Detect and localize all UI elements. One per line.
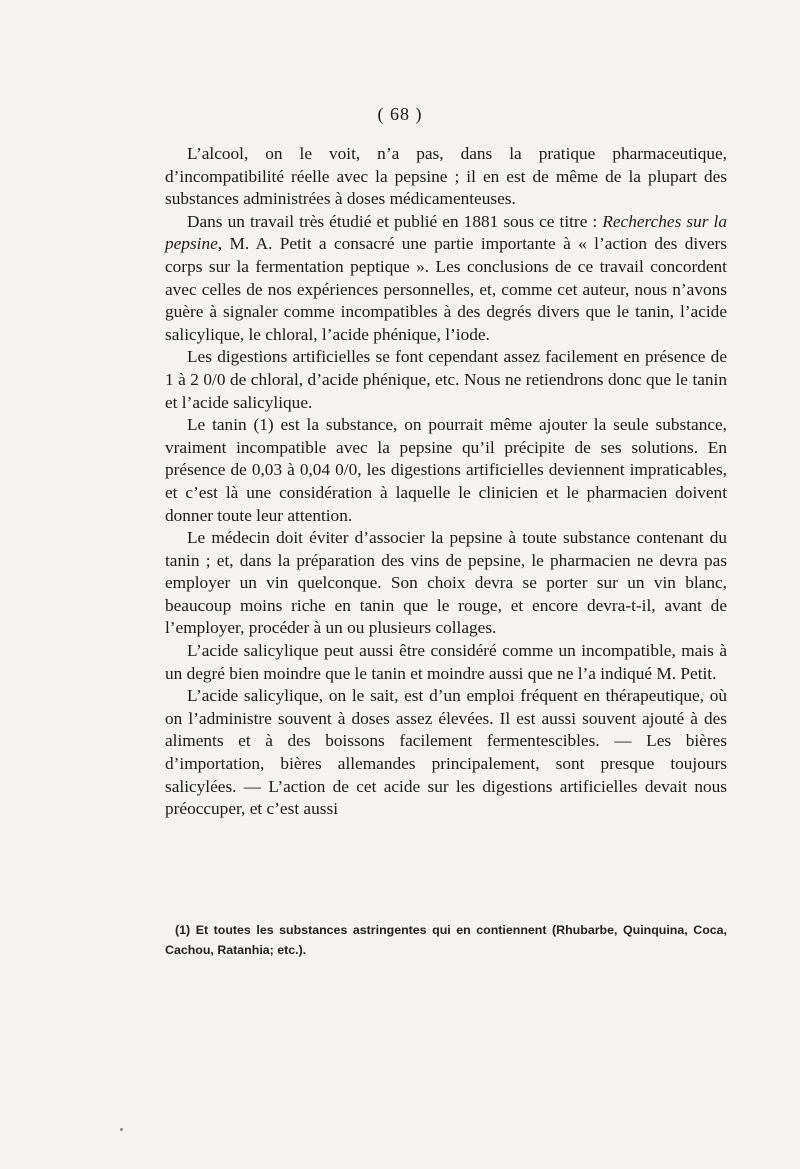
page-number: ( 68 ): [377, 104, 423, 124]
paragraph: L’alcool, on le voit, n’a pas, dans la pratique pharmaceutique, d’incompatibilité réelle avec la pepsine ; il en est de même de la plupart des substances administrées à doses médicamenteuses.: [165, 144, 727, 209]
footnote-text: (1) Et toutes les substances astringentes qui en contiennent (Rhubarbe, Quinquina, Coca, Cachou, Ratanhia; etc.).: [165, 923, 727, 957]
paragraph: Les digestions artificielles se font cependant assez facilement en présence de 1 à 2 0/0 de chloral, d’acide phénique, etc. Nous ne retiendrons donc que le tanin et l’acide salicylique.: [165, 347, 727, 412]
footnote: [165, 920, 727, 960]
paragraph: [165, 211, 727, 347]
paragraph-text: Dans un travail très étudié et publié en 1881 sous ce titre :: [187, 211, 603, 231]
paragraph-text: , M. A. Petit a consacré une partie importante à « l’action des divers corps sur la fermentation peptique ». Les conclusions de ce travail concordent avec celles de nos expériences personnelles, et, comme cet auteur, nous n’avons guère à signaler comme incompatibles à des degrés divers que le tanin, l’acide salicylique, le chloral, l’acide phénique, l’iode.: [165, 234, 727, 344]
paragraph: L’acide salicylique peut aussi être considéré comme un incompatible, mais à un degré bien moindre que le tanin et moindre aussi que ne l’a indiqué M. Petit.: [165, 641, 727, 683]
body-text: [165, 143, 727, 821]
paragraph: Le tanin (1) est la substance, on pourrait même ajouter la seule substance, vraiment incompatible avec la pepsine qu’il précipite de ses solutions. En présence de 0,03 à 0,04 0/0, les digestions artificielles deviennent impraticables, et c’est là une considération à laquelle le clinicien et le pharmacien doivent donner toute leur attention.: [165, 415, 727, 525]
paragraph: L’acide salicylique, on le sait, est d’un emploi fréquent en thérapeutique, où on l’administre souvent à doses assez élevées. Il est aussi souvent ajouté à des aliments et à des boissons facilement fermentescibles. — Les bières d’importation, bières allemandes principalement, sont presque toujours salicylées. — L’action de cet acide sur les digestions artificielles devait nous préoccuper, et c’est aussi: [165, 686, 727, 819]
work-title: Recherches sur la pepsine: [165, 211, 727, 254]
paragraph: Le médecin doit éviter d’associer la pepsine à toute substance contenant du tanin ; et, dans la préparation des vins de pepsine, le pharmacien ne devra pas employer un vin quelconque. Son choix devra se porter sur un vin blanc, beaucoup moins riche en tanin que le rouge, et encore devra-t-il, avant de l’employer, procéder à un ou plusieurs collages.: [165, 528, 727, 638]
paper-speck: [120, 1128, 123, 1131]
